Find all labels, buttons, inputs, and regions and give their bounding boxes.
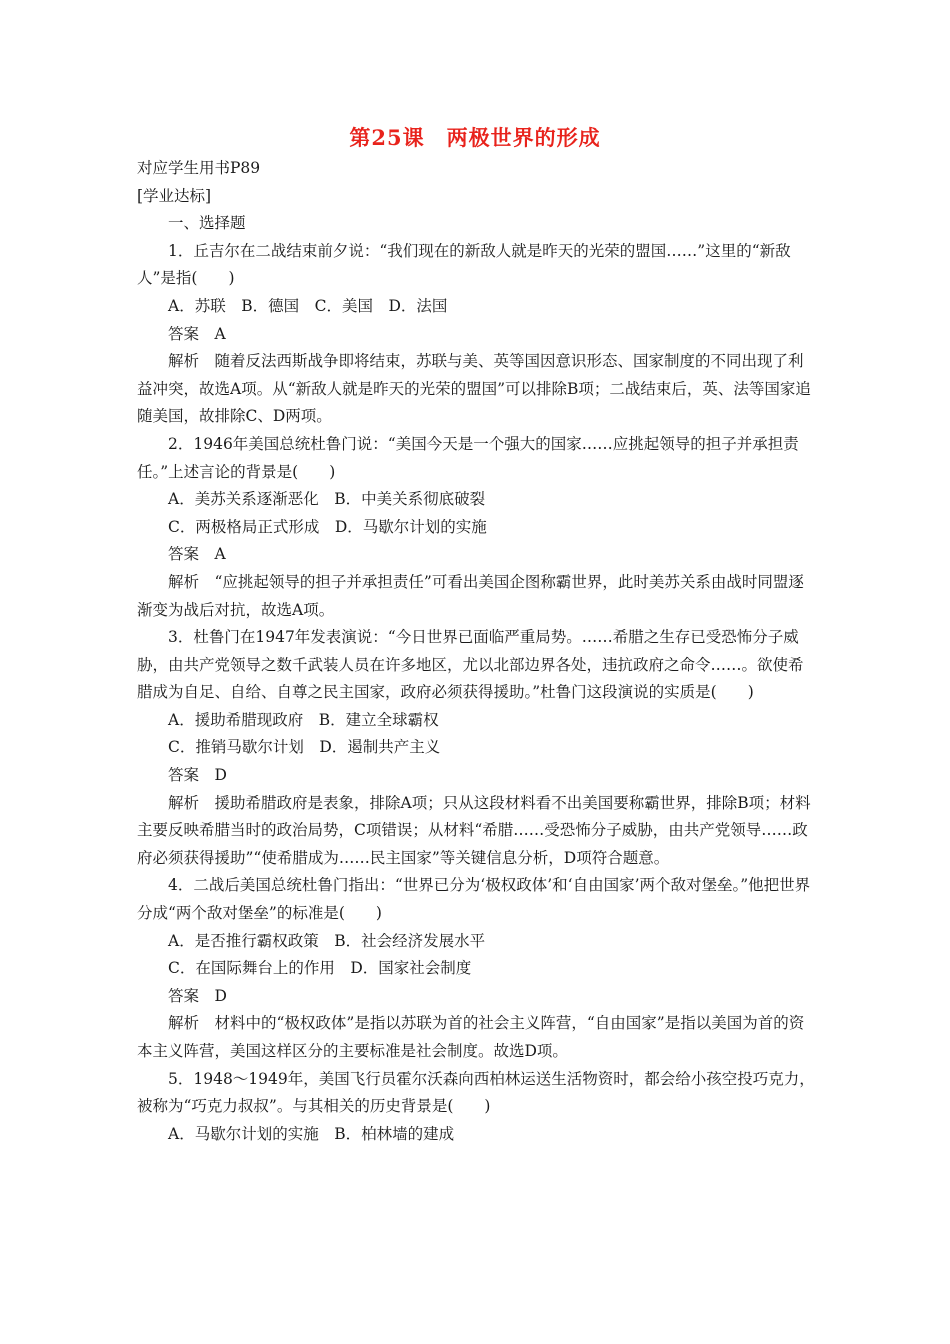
question-options: A．是否推行霸权政策 B．社会经济发展水平 (168, 931, 486, 950)
question-3 (137, 624, 817, 872)
question-stem: 5．1948～1949年，美国飞行员霍尔沃森向西柏林运送生活物资时，都会给小孩空投巧克力，被称为“巧克力叔叔”。与其相关的历史背景是( ) (137, 1069, 815, 1116)
question-stem: 4．二战后美国总统杜鲁门指出：“世界已分为‘极权政体’和‘自由国家’两个敌对堡垒。”他把世界分成“两个敌对堡垒”的标准是( ) (137, 876, 811, 923)
question-options: A．美苏关系逐渐恶化 B．中美关系彻底破裂 (168, 490, 486, 509)
question-stem: 2．1946年美国总统杜鲁门说：“美国今天是一个强大的国家……应挑起领导的担子并承担责任。”上述言论的背景是( ) (137, 434, 799, 481)
section-tag: [学业达标] (137, 186, 212, 205)
question-stem: 3．杜鲁门在1947年发表演说：“今日世界已面临严重局势。……希腊之生存已受恐怖分子威胁，由共产党领导之数千武装人员在许多地区，尤以北部边界各处，违抗政府之命令……。欲使希腊成为自足、自给、自尊之民主国家，政府必须获得援助。”杜鲁门这段演说的实质是( ) (137, 628, 804, 702)
page-title: 第25课 两极世界的形成 (349, 125, 601, 150)
question-options: A．援助希腊现政府 B．建立全球霸权 (168, 710, 439, 729)
question-answer: 答案 D (168, 986, 227, 1005)
question-analysis: 解析 援助希腊政府是表象，排除A项；只从这段材料看不出美国要称霸世界，排除B项；材料主要反映希腊当时的政治局势，C项错误；从材料“希腊……受恐怖分子威胁，由共产党领导……政府必须获得援助”“使希腊成为……民主国家”等关键信息分析，D项符合题意。 (137, 793, 811, 867)
question-2 (137, 431, 817, 624)
question-stem: 1．丘吉尔在二战结束前夕说：“我们现在的新敌人就是昨天的光荣的盟国……”这里的“新敌人”是指( ) (137, 241, 791, 288)
question-options: A．马歇尔计划的实施 B．柏林墙的建成 (168, 1124, 455, 1143)
question-options: C．在国际舞台上的作用 D．国家社会制度 (168, 959, 472, 978)
question-4 (137, 872, 817, 1065)
document-body (137, 155, 817, 1148)
question-options: C．两极格局正式形成 D．马歇尔计划的实施 (168, 517, 487, 536)
question-options: A．苏联 B．德国 C．美国 D．法国 (168, 296, 448, 315)
question-analysis: 解析 随着反法西斯战争即将结束，苏联与美、英等国因意识形态、国家制度的不同出现了利益冲突，故选A项。从“新敌人就是昨天的光荣的盟国”可以排除B项；二战结束后，英、法等国家追随美国，故排除C、D两项。 (137, 352, 811, 426)
question-answer: 答案 D (168, 766, 227, 785)
question-options: C．推销马歇尔计划 D．遏制共产主义 (168, 738, 441, 757)
question-5 (137, 1066, 817, 1149)
question-1 (137, 238, 817, 431)
question-answer: 答案 A (168, 324, 226, 343)
question-analysis: 解析 “应挑起领导的担子并承担责任”可看出美国企图称霸世界，此时美苏关系由战时同盟逐渐变为战后对抗，故选A项。 (137, 572, 804, 619)
textbook-reference: 对应学生用书P89 (137, 159, 261, 177)
part-heading: 一、选择题 (168, 214, 246, 233)
question-answer: 答案 A (168, 545, 226, 564)
question-analysis: 解析 材料中的“极权政体”是指以苏联为首的社会主义阵营，“自由国家”是指以美国为首的资本主义阵营，美国这样区分的主要标准是社会制度。故选D项。 (137, 1014, 805, 1060)
